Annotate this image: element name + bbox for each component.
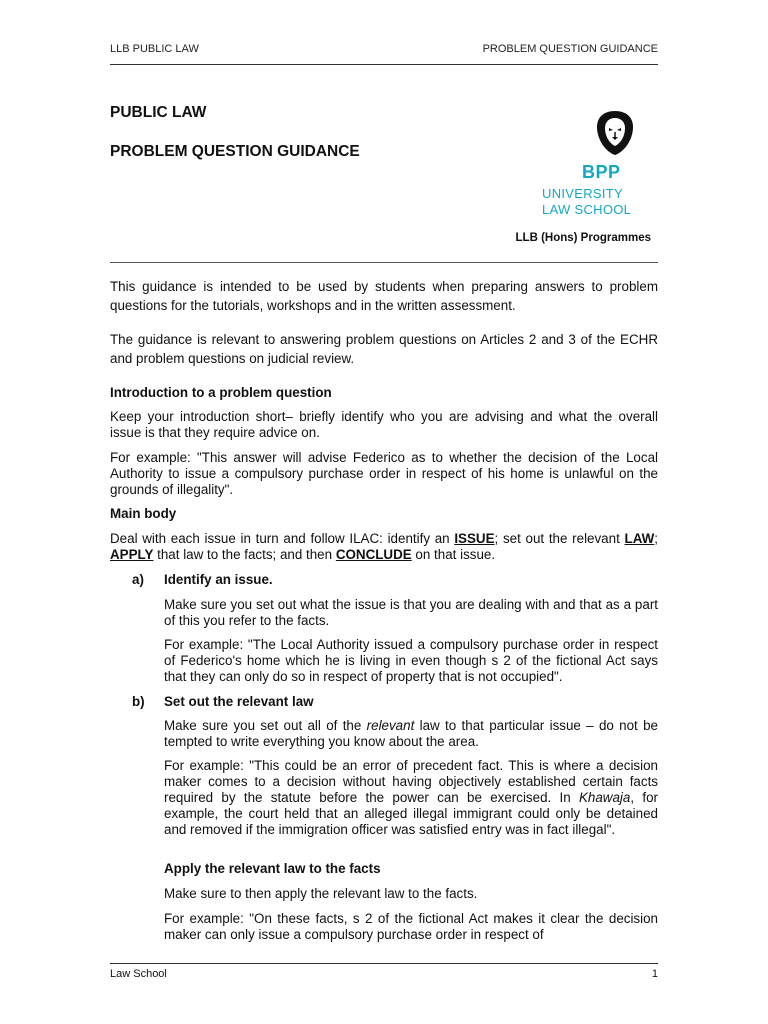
item-b-p2-start: For example: "This could be an error of precedent fact. This is where a decision maker comes to a decision without having objectively established certain facts required by the statute before the power can be exercised. In: [164, 758, 658, 805]
item-a-paragraph-1: Make sure you set out what the issue is that you are dealing with and that as a part of this you refer to the facts.: [164, 597, 658, 628]
ilac-text-mid2: that law to the facts; and then: [153, 547, 336, 562]
item-b-p1-end: law to that particular issue – do not be tempted to write everything you know about the area.: [164, 718, 659, 749]
item-b-p2-end: , for example, the court held that an alleged illegal immigrant could only be detained and removed if the immigration officer was satisfied entry was in fact illegal".: [164, 790, 658, 837]
ilac-text-end: on that issue.: [411, 547, 496, 562]
item-a-label: a): [132, 572, 144, 587]
footer-left: Law School: [110, 968, 167, 980]
ilac-conclude: CONCLUDE: [335, 547, 412, 562]
ilac-issue: ISSUE: [454, 531, 495, 546]
page-number: 1: [651, 968, 658, 980]
ilac-text-mid1: ; set out the relevant: [494, 531, 625, 546]
intro-heading: Introduction to a problem question: [110, 385, 332, 400]
logo-line-law-school: LAW SCHOOL: [542, 202, 632, 217]
intro-section-paragraph-1: Keep your introduction short– briefly identify who you are advising and what the overall issue is that they require advice on.: [110, 409, 658, 440]
item-b-p1-emphasis: relevant: [366, 718, 415, 733]
header-right: PROBLEM QUESTION GUIDANCE: [482, 43, 658, 55]
ilac-text-start: Deal with each issue in turn and follow ILAC: identify an: [110, 531, 455, 546]
item-a-paragraph-2: For example: "The Local Authority issued a compulsory purchase order in respect of Federico's home which he is living in even though s 2 of the fictional Act says that they can only do so in respect of property that is not occupied".: [164, 637, 658, 684]
item-b-label: b): [132, 694, 145, 709]
main-body-heading: Main body: [110, 506, 177, 521]
item-a-title: Identify an issue.: [164, 572, 273, 587]
item-b-paragraph-2: [164, 758, 658, 838]
ilac-apply: APPLY: [110, 547, 154, 562]
header-rule: [110, 64, 658, 65]
item-b-paragraph-1: [164, 718, 658, 750]
item-b-title: Set out the relevant law: [164, 694, 314, 709]
intro-section-paragraph-2: For example: "This answer will advise Federico as to whether the decision of the Local Authority to issue a compulsory purchase order in respect of his home is unlawful on the grounds of illegality".: [110, 450, 658, 497]
ilac-sep: ;: [654, 531, 658, 546]
header-left: LLB PUBLIC LAW: [110, 43, 199, 55]
document-title: PUBLIC LAW: [110, 104, 207, 121]
logo-brand: BPP: [582, 162, 621, 182]
footer-rule: [110, 963, 658, 964]
page-header: [110, 43, 658, 55]
item-b-p1-start: Make sure you set out all of the: [164, 718, 367, 733]
page-footer: [110, 968, 658, 980]
intro-paragraph-1: This guidance is intended to be used by students when preparing answers to problem questions for the tutorials, workshops and in the written assessment.: [110, 279, 658, 313]
document-subtitle: PROBLEM QUESTION GUIDANCE: [110, 143, 360, 160]
apply-section-title: Apply the relevant law to the facts: [164, 861, 381, 876]
apply-section-paragraph-2: For example: "On these facts, s 2 of the fictional Act makes it clear the decision maker can only issue a compulsory purchase order in respect of: [164, 911, 658, 942]
programmes-label: LLB (Hons) Programmes: [515, 232, 651, 244]
ilac-law: LAW: [624, 531, 655, 546]
intro-paragraph-2: The guidance is relevant to answering problem questions on Articles 2 and 3 of the ECHR and problem questions on judicial review.: [110, 332, 658, 366]
ilac-paragraph: [110, 531, 658, 563]
item-b-p2-case-name: Khawaja: [578, 790, 631, 805]
lion-head-icon: [594, 110, 636, 156]
apply-section-paragraph-1: Make sure to then apply the relevant law to the facts.: [164, 886, 478, 901]
content-rule: [110, 262, 658, 263]
logo-line-university: UNIVERSITY: [542, 186, 624, 201]
